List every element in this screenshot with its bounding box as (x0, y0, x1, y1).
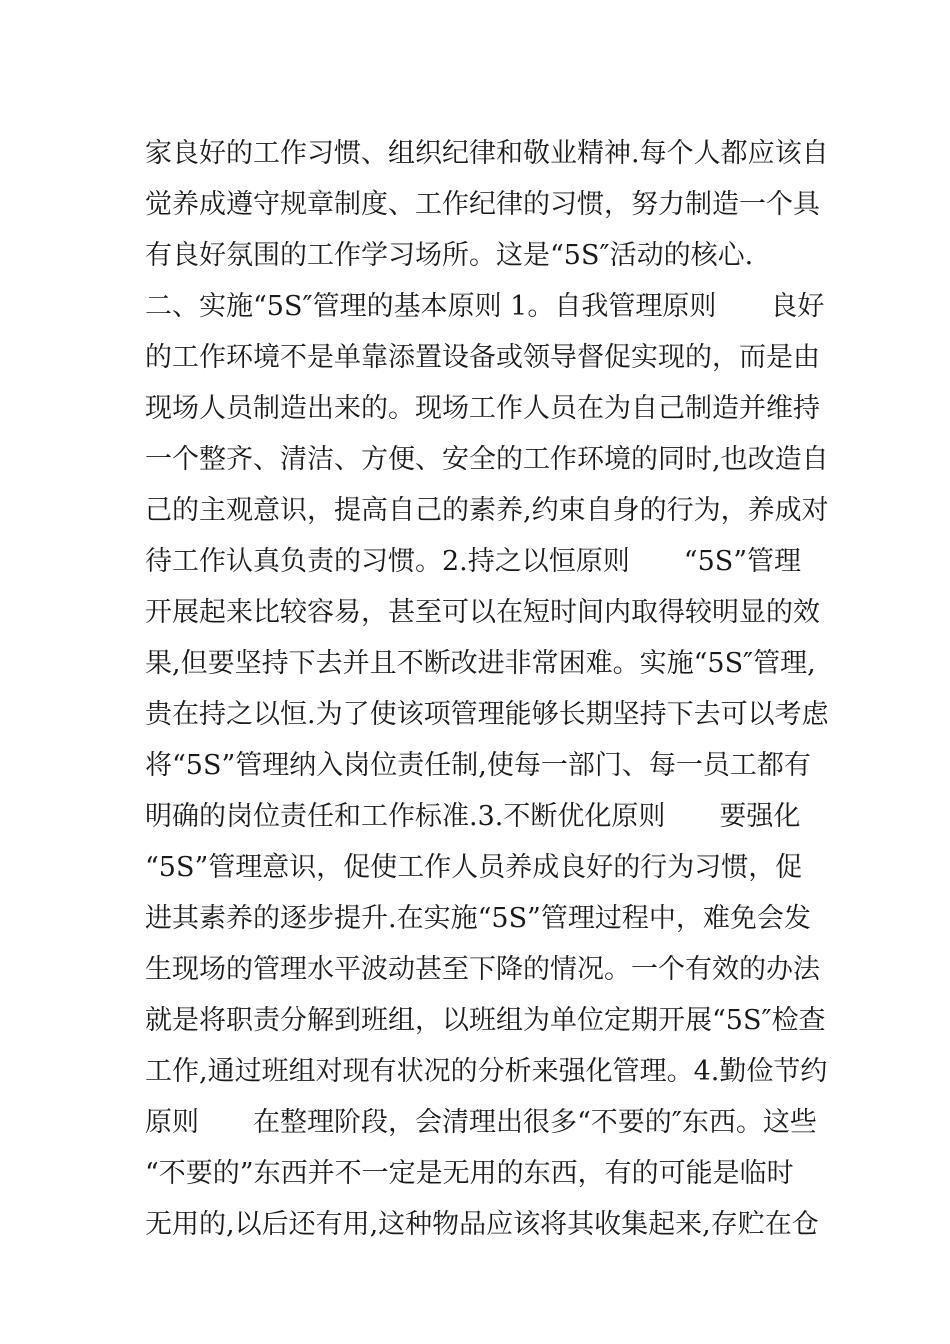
text-line: 贵在持之以恒.为了使该项管理能够长期坚持下去可以考虑 (145, 699, 829, 730)
text-line: 就是将职责分解到班组，以班组为单位定期开展“5S″检查 (145, 1005, 826, 1036)
text-line: 觉养成遵守规章制度、工作纪律的习惯，努力制造一个具 (145, 189, 820, 220)
text-line: 有良好氛围的工作学习场所。这是“5S″活动的核心. (145, 240, 754, 271)
text-line: 家良好的工作习惯、组织纪律和敬业精神.每个人都应该自 (145, 138, 829, 169)
text-line: 二、实施“5S″管理的基本原则 1。自我管理原则 良好 (145, 291, 825, 322)
text-line: “不要的”东西并不一定是无用的东西，有的可能是临时 (145, 1158, 794, 1189)
text-line: 现场人员制造出来的。现场工作人员在为自己制造并维持 (145, 393, 820, 424)
text-line: 的工作环境不是单靠添置设备或领导督促实现的，而是由 (145, 342, 820, 373)
text-line: 明确的岗位责任和工作标准.3.不断优化原则 要强化 (145, 801, 801, 832)
text-line: 将“5S”管理纳入岗位责任制,使每一部门、每一员工都有 (145, 750, 811, 781)
text-line: 工作,通过班组对现有状况的分析来强化管理。4.勤俭节约 (145, 1056, 828, 1087)
body-text (145, 128, 829, 1250)
text-line: 待工作认真负责的习惯。2.持之以恒原则 “5S”管理 (145, 546, 802, 577)
text-line: 一个整齐、清洁、方便、安全的工作环境的同时,也改造自 (145, 444, 829, 475)
text-line: 进其素养的逐步提升.在实施“5S”管理过程中，难免会发 (145, 903, 811, 934)
text-line: 生现场的管理水平波动甚至下降的情况。一个有效的办法 (145, 954, 820, 985)
text-line: 无用的,以后还有用,这种物品应该将其收集起来,存贮在仓 (145, 1209, 819, 1240)
text-line: 原则 在整理阶段，会清理出很多“不要的″东西。这些 (145, 1107, 817, 1138)
text-line: 开展起来比较容易，甚至可以在短时间内取得较明显的效 (145, 597, 820, 628)
text-line: 果,但要坚持下去并且不断改进非常困难。实施“5S″管理, (145, 648, 816, 679)
text-line: “5S”管理意识，促使工作人员养成良好的行为习惯，促 (145, 852, 803, 883)
text-line: 己的主观意识，提高自己的素养,约束自身的行为，养成对 (145, 495, 829, 526)
